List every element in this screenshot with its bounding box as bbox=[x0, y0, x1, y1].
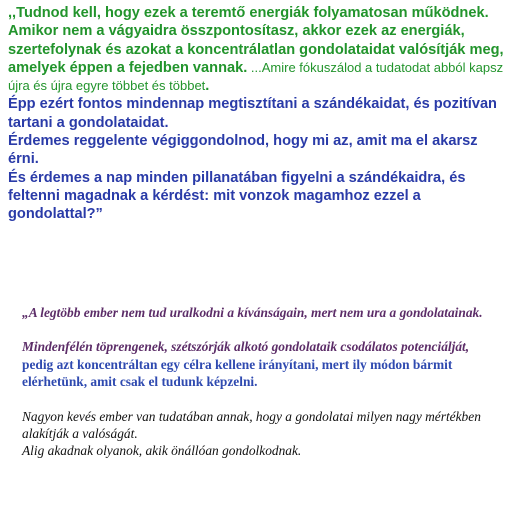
quote1-green-thin-text: ...Amire fókuszálod a tudatodat abból kapsz újra és újra egyre többet és többet bbox=[8, 59, 504, 94]
quote1-blue-paragraph-2: Érdemes reggelente végiggondolnod, hogy mi az, amit ma el akarsz érni. bbox=[8, 133, 478, 168]
quote1-green-period: . bbox=[205, 78, 210, 95]
quote2-line-1: „A legtöbb ember nem tud uralkodni a kívánságain, mert nem ura a gondolatainak. bbox=[22, 305, 483, 320]
quote-block-2 bbox=[22, 304, 512, 460]
quote2-line-3: pedig azt koncentráltan egy célra kellene irányítani, mert ily módon bármit elérhetünk, amit csak el tudunk képzelni. bbox=[22, 356, 453, 390]
quote1-blue-paragraph-1: Épp ezért fontos mindennap megtisztítani a szándékaidat, és pozitívan tartani a gondolataidat. bbox=[8, 96, 497, 131]
quote2-line-2: Mindenfélén töprengenek, szétszórják alkotó gondolataik csodálatos potenciálját, bbox=[22, 339, 470, 355]
quote2-line-4: Nagyon kevés ember van tudatában annak, hogy a gondolatai milyen nagy mértékben alakítják a valóságát. bbox=[22, 408, 481, 442]
quote1-blue-paragraph-3: És érdemes a nap minden pillanatában figyelni a szándékaidra, és feltenni magadnak a kérdést: mit vonzok magamhoz ezzel a gondolattal?” bbox=[8, 169, 466, 223]
quote2-line-5: Alig akadnak olyanok, akik önállóan gondolkodnak. bbox=[22, 443, 302, 459]
quote-block-1 bbox=[8, 4, 512, 224]
quote1-green-text: ,,Tudnod kell, hogy ezek a teremtő energiák folyamatosan működnek. Amikor nem a vágyaidra összpontosítasz, akkor ezek az energiák, szertefolynak és azokat a koncentrálatlan gondolataidat valósítják meg, amelyek éppen a fejedben vannak. bbox=[8, 5, 504, 76]
quote1-paragraph-green bbox=[8, 4, 512, 95]
spacer bbox=[22, 321, 512, 338]
spacer bbox=[22, 391, 512, 408]
